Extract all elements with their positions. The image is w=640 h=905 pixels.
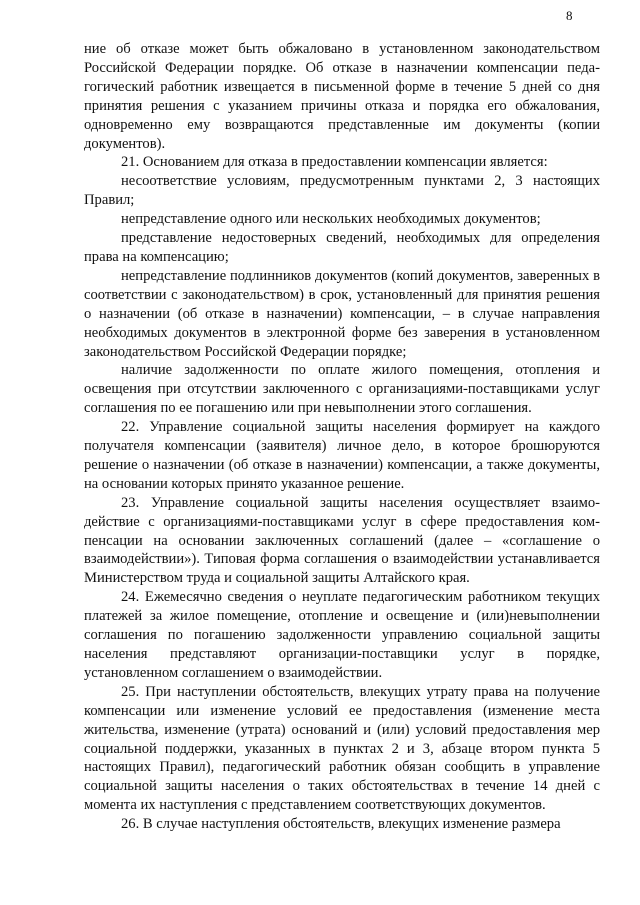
document-body bbox=[84, 40, 600, 834]
paragraph: 21. Основанием для отказа в предоставлении компенсации является: bbox=[121, 154, 548, 171]
paragraph: 24. Ежемесячно сведения о неуплате педагогическим работником текущих платежей за жилое помещение, отопление и освещение и (или)невыполнении соглашения по погашению задолженности управлению социальной защиты населения представляют организации-поставщики услуг в порядке, установленном соглашением о взаимодействии. bbox=[84, 589, 600, 681]
paragraph: представление недостоверных сведений, необходимых для определения права на компенсацию; bbox=[84, 230, 600, 265]
paragraph: несоответствие условиям, предусмотренным пунктами 2, 3 настоящих Правил; bbox=[84, 173, 600, 209]
paragraph: непредставление одного или нескольких необходимых документов; bbox=[121, 211, 541, 228]
paragraph: ние об отказе может быть обжаловано в установленном законодательством Российской Федерации порядке. Об отказе в назначении компенсации педагогический работник извещается в письменной форме в течение 5 дней со дня принятия решения с указанием причины отказа и порядка его обжалования, одновременно ему возвращаются представленные им документы (копии документов). bbox=[84, 41, 600, 152]
paragraph: 22. Управление социальной защиты населения формирует на каждого получателя компенсации (заявителя) личное дело, в которое брошюруются решение о назначении (об отказе в назначении) компенсации, а также документы, на основании которых принято указанное решение. bbox=[84, 419, 600, 492]
paragraph: 25. При наступлении обстоятельств, влекущих утрату права на получение компенсации или изменение условий ее предоставления (изменение места жительства, изменение (утрата) оснований и (или) условий предоставления мер социальной поддержки, указанных в пунктах 2 и 3, абзаце втором пункта 5 настоящих Правил), педагогический работник обязан сообщить в управление социальной защиты населения о таких обстоятельствах в течение 14 дней с момента их наступления с представлением соответствующих документов. bbox=[84, 683, 600, 814]
paragraph: 26. В случае наступления обстоятельств, влекущих изменение размера bbox=[121, 816, 561, 833]
page-number: 8 bbox=[566, 8, 573, 23]
paragraph: непредставление подлинников документов (копий документов, заверенных в соответствии с законодательством) в срок, установленный для принятия решения о назначении (об отказе в назначении) компенсации, – в случае направления необходимых документов в электронной форме без заверения в установленном законодательством Российской Федерации порядке; bbox=[84, 267, 600, 360]
paragraph: наличие задолженности по оплате жилого помещения, отопления и освещения при отсутствии заключенного с организациями-поставщиками услуг соглашения по ее погашению или при невыполнении этого соглашения. bbox=[84, 362, 600, 417]
paragraph: 23. Управление социальной защиты населения осуществляет взаимодействие с организациями-поставщиками услуг в сфере предоставления компенсации на основании заключенных соглашений (далее – «соглашение о взаимодействии»). Типовая форма соглашения о взаимодействии устанавливается Министерством труда и социальной защиты Алтайского края. bbox=[84, 494, 600, 587]
